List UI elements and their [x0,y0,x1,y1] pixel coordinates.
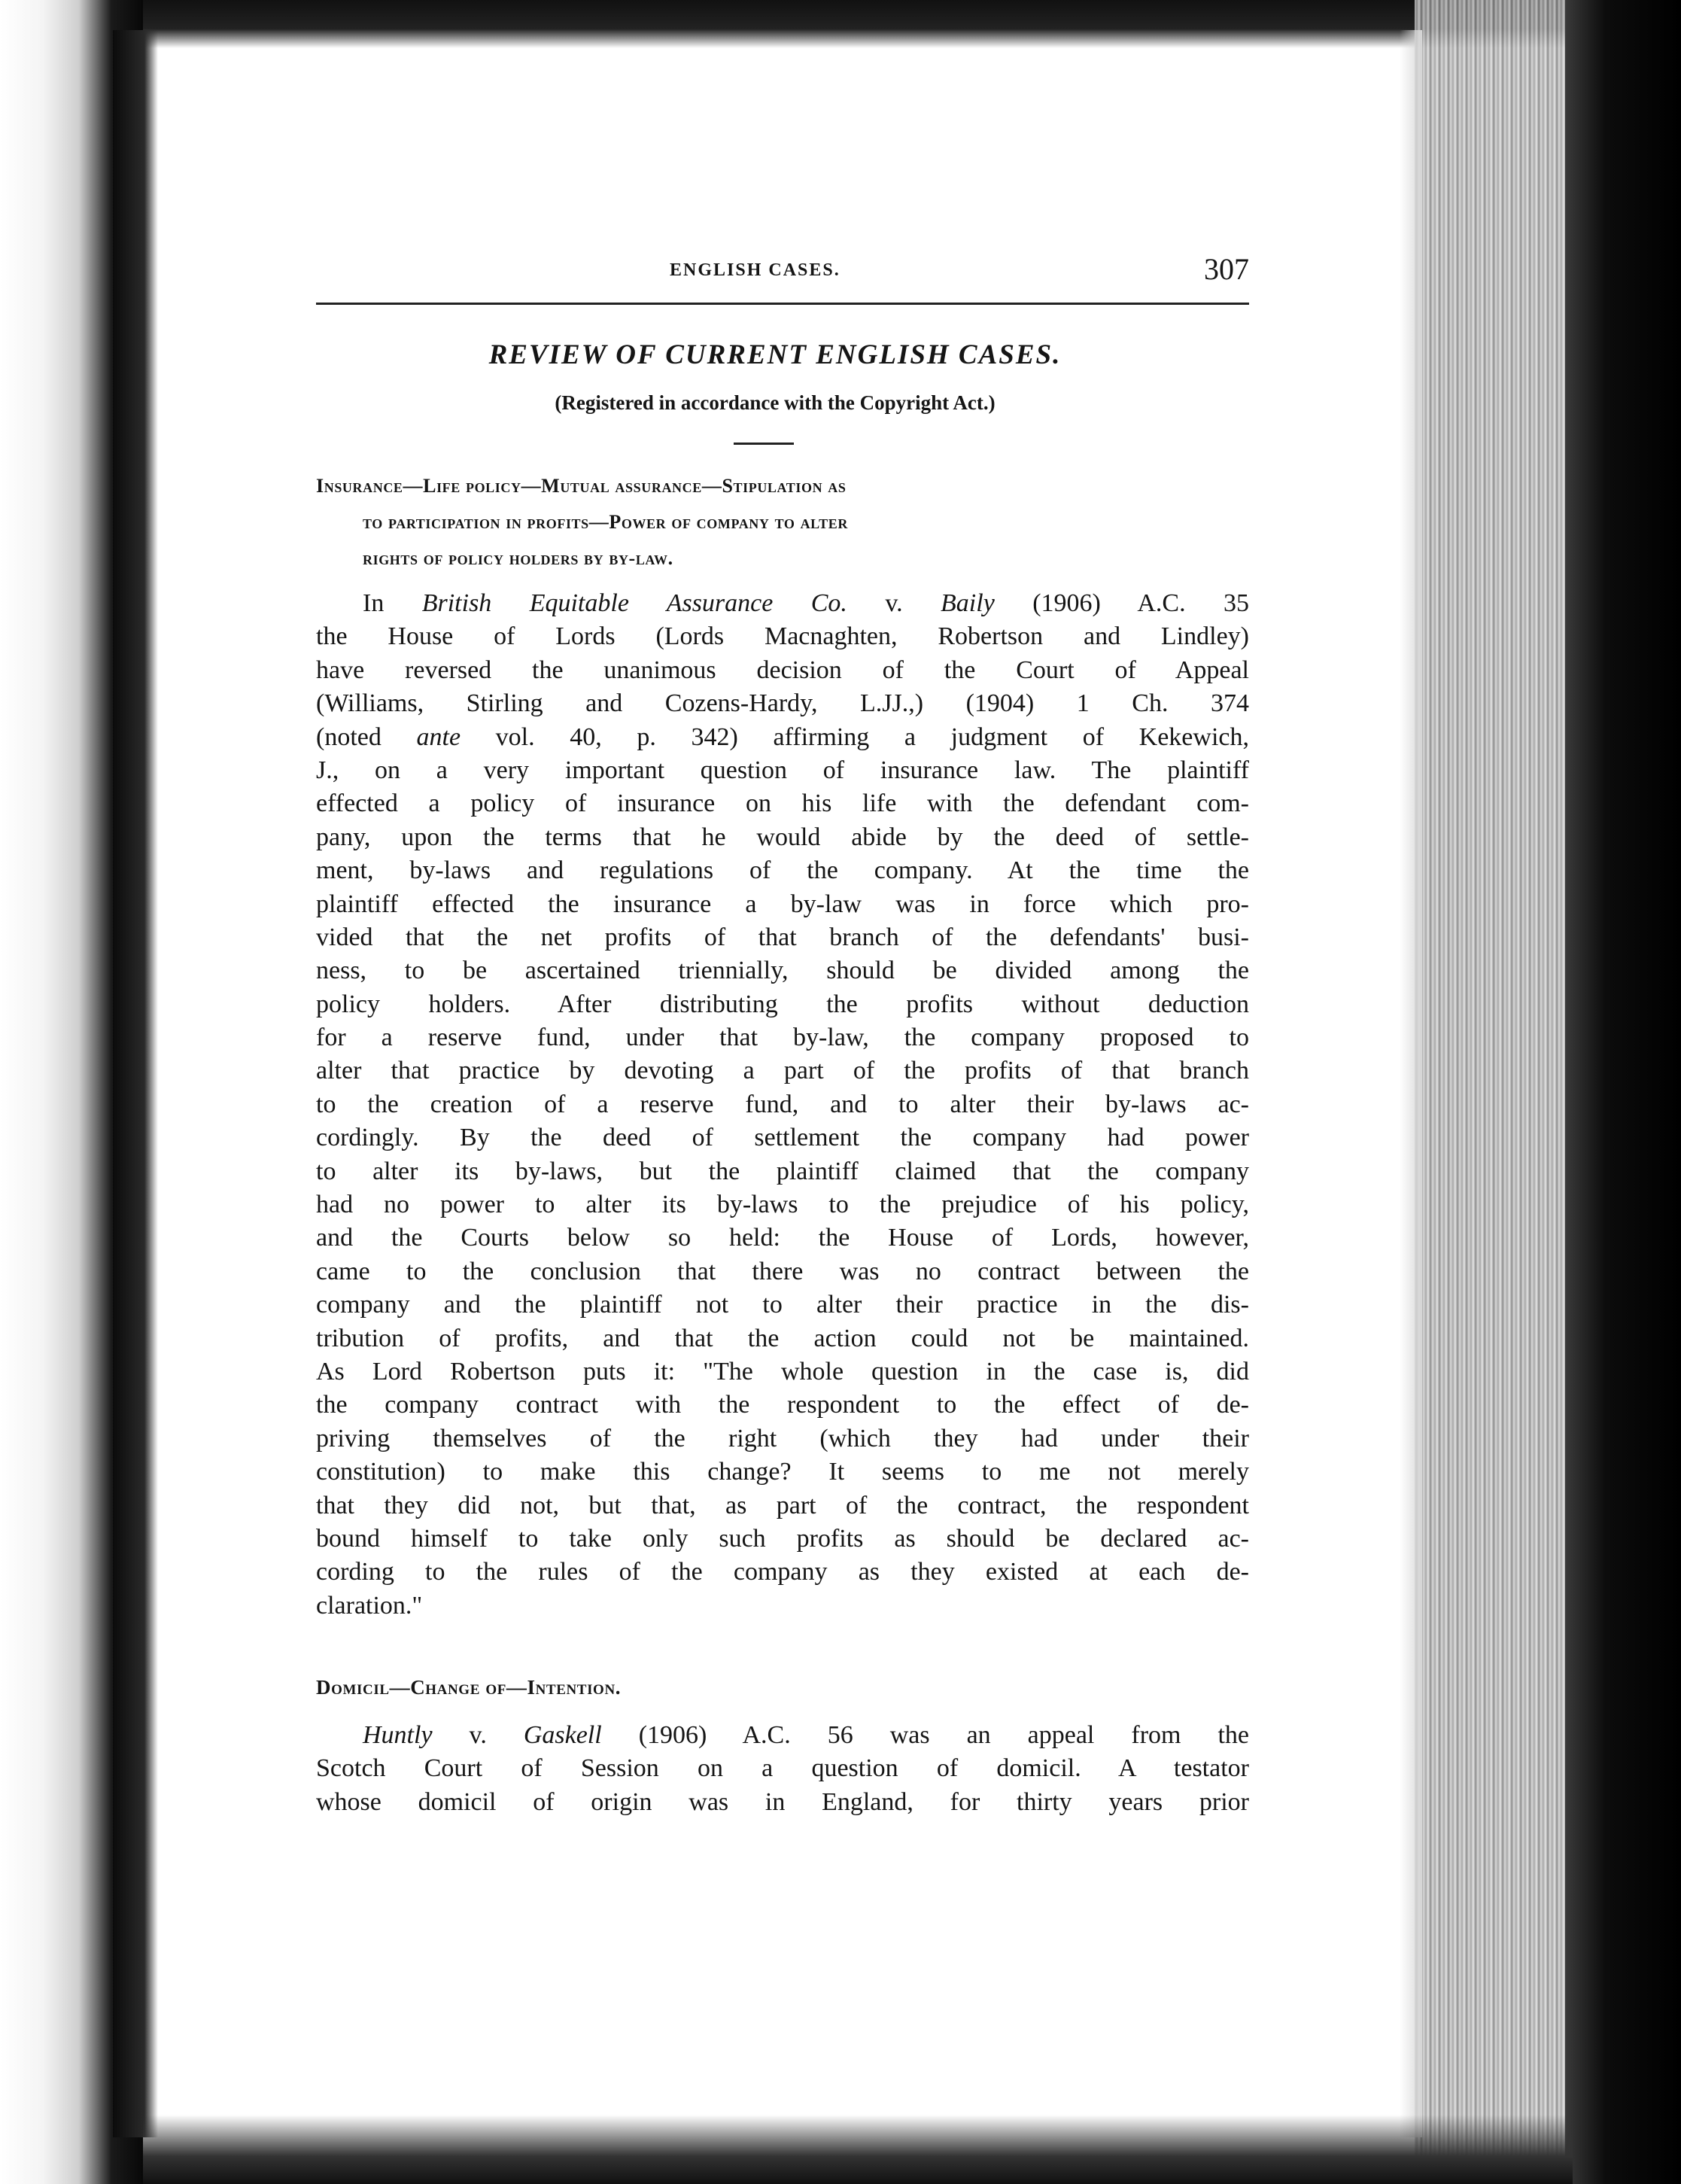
section-title: REVIEW OF CURRENT ENGLISH CASES. [488,339,1062,370]
text-line: ness, to be ascertained triennially, should be divided among the [316,957,1249,985]
case1-paragraph [316,587,1249,1623]
page-number: 307 [1204,252,1249,286]
text-line: and the Courts below so held: the House of Lords, however, [316,1224,1249,1252]
text-line: came to the conclusion that there was no contract between the [316,1257,1249,1285]
text-line: Huntly v. Gaskell (1906) A.C. 56 was an appeal from the [363,1721,1249,1749]
header-rule [316,303,1249,305]
text-line: to alter its by-laws, but the plaintiff claimed that the company [316,1157,1249,1185]
headnote-line: Insurance—Life policy—Mutual assurance—Stipulation as [316,475,847,497]
text-line: the company contract with the respondent to the effect of de- [316,1391,1249,1419]
copyright-notice: (Registered in accordance with the Copyright Act.) [555,391,996,414]
divider [734,443,794,445]
text-line: constitution) to make this change? It seems to me not merely [316,1458,1249,1486]
text-line: that they did not, but that, as part of the contract, the respondent [316,1491,1249,1519]
scan-binding-shadow [113,30,158,2137]
text-line: pany, upon the terms that he would abide by the deed of settle- [316,823,1249,851]
text-line: J., on a very important question of insurance law. The plaintiff [316,756,1249,784]
text-line: priving themselves of the right (which they had under their [316,1424,1249,1452]
text-line: tribution of profits, and that the action could not be maintained. [316,1324,1249,1352]
text-line: Scotch Court of Session on a question of domicil. A testator [316,1754,1249,1783]
text-line: plaintiff effected the insurance a by-law was in force which pro- [316,890,1249,918]
text-line: to the creation of a reserve fund, and to alter their by-laws ac- [316,1090,1249,1118]
text-line: have reversed the unanimous decision of the Court of Appeal [316,656,1249,684]
case2-paragraph [316,1719,1249,1819]
scan-right-border [1565,0,1681,2184]
text-line: for a reserve fund, under that by-law, the company proposed to [316,1024,1249,1052]
text-line: alter that practice by devoting a part of the profits of that branch [316,1057,1249,1085]
text-line: cordingly. By the deed of settlement the company had power [316,1124,1249,1152]
scan-page-edge-fade [1400,30,1422,2137]
text-line: ment, by-laws and regulations of the company. At the time the [316,856,1249,885]
case1-headnote [316,468,1249,576]
headnote-line: to participation in profits—Power of company to alter [363,511,848,533]
text-line: In British Equitable Assurance Co. v. Baily (1906) A.C. 35 [363,589,1250,617]
running-head-title: ENGLISH CASES. [670,260,840,280]
text-line: As Lord Robertson puts it: "The whole question in the case is, did [316,1357,1249,1386]
running-head [301,248,1249,294]
headnote-line: rights of policy holders by by-law. [363,547,673,569]
text-line: effected a policy of insurance on his life with the defendant com- [316,789,1249,818]
text-line: cording to the rules of the company as they existed at each de- [316,1558,1249,1586]
text-line: vided that the net profits of that branch of the defendants' busi- [316,923,1249,951]
text-line: policy holders. After distributing the profits without deduction [316,990,1249,1018]
case2-headnote: Domicil—Change of—Intention. [316,1676,622,1699]
text-line: company and the plaintiff not to alter their practice in the dis- [316,1291,1249,1319]
text-line: bound himself to take only such profits as should be declared ac- [316,1524,1249,1553]
document-page [301,248,1249,2055]
text-line: claration." [316,1591,423,1620]
text-line: had no power to alter its by-laws to the prejudice of his policy, [316,1191,1249,1219]
text-line: the House of Lords (Lords Macnaghten, Robertson and Lindley) [316,622,1249,651]
text-line: (Williams, Stirling and Cozens-Hardy, L.JJ.,) (1904) 1 Ch. 374 [316,689,1249,718]
text-line: (noted ante vol. 40, p. 342) affirming a judgment of Kekewich, [316,722,1249,751]
text-line: whose domicil of origin was in England, for thirty years prior [316,1787,1249,1816]
scan-bottom-edge [143,2115,1573,2184]
